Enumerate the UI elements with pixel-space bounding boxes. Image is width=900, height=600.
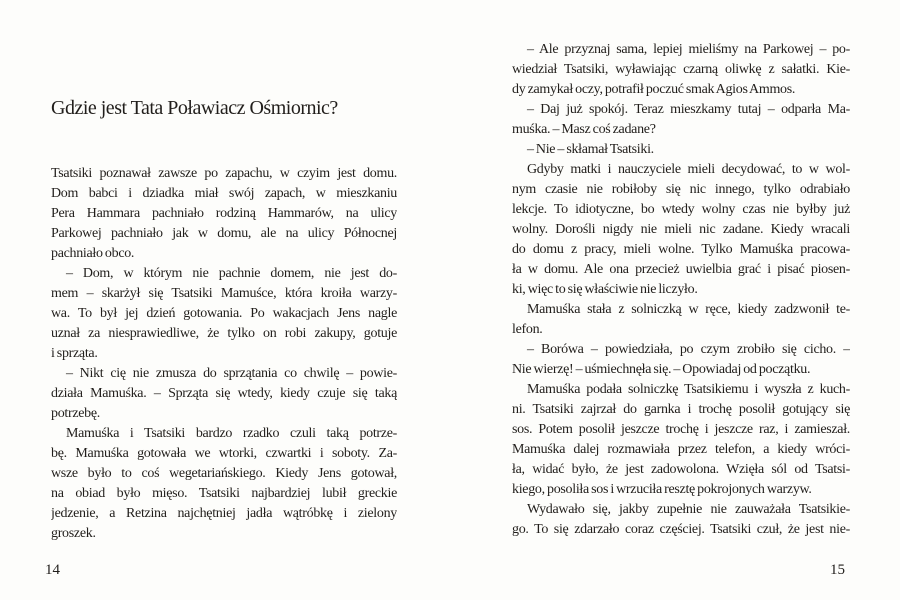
text-line: Pera Hammara pachniało rodziną Hammarów, na ulicy	[51, 206, 397, 221]
text-line: na obiad było mięso. Tsatsiki najbardziej lubił greckie	[51, 486, 397, 501]
text-line: Mamuśka stała z solniczką w ręce, kiedy zadzwonił te-	[527, 302, 850, 317]
text-line: go. To się zdarzało coraz częściej. Tsatsiki czuł, że jest nie-	[512, 522, 850, 537]
text-line: nym czasie nie robiłoby się nic innego, tylko odrabiało	[512, 182, 850, 197]
text-line: Wydawało się, jakby zupełnie nie zauważała Tsatsikie-	[527, 502, 850, 517]
text-line: – Daj już spokój. Teraz mieszkamy tutaj – odparła Ma-	[527, 102, 850, 117]
text-line: lekcje. To idiotyczne, bo wtedy wolny czas nie byłby już	[512, 202, 850, 217]
page-right-body	[512, 40, 850, 540]
text-line: – Nie – skłamał Tsatsiki.	[527, 142, 654, 157]
text-line: – Borówa – powiedziała, po czym zrobiło się cicho. –	[527, 342, 850, 357]
text-line: ła w domu. Ale ona przecież uwielbia grać i pisać piosen-	[512, 262, 850, 277]
text-line: Tsatsiki poznawał zawsze po zapachu, w czyim jest domu.	[51, 166, 397, 181]
text-line: uznał za niesprawiedliwe, że tylko on robi zakupy, gotuje	[51, 326, 397, 341]
text-line: dy zamykał oczy, potrafił poczuć smak Agios Ammos.	[512, 82, 796, 97]
text-line: groszek.	[51, 526, 96, 541]
text-line: lefon.	[512, 322, 543, 337]
text-line: – Ale przyznaj sama, lepiej mieliśmy na Parkowej – po-	[527, 42, 850, 57]
text-line: Mamuśka dalej rozmawiała przez telefon, a kiedy wróci-	[512, 442, 850, 457]
page-right	[512, 0, 850, 600]
text-line: wolny. Dorośli nigdy nie mieli nic zadane. Kiedy wracali	[512, 222, 850, 237]
text-line: Mamuśka podała solniczkę Tsatsikiemu i wyszła z kuch-	[527, 382, 850, 397]
text-line: muśka. – Masz coś zadane?	[512, 122, 656, 137]
text-line: sos. Potem posolił jeszcze trochę i jeszcze raz, i zamieszał.	[512, 422, 850, 437]
text-line: do domu z pracy, mieli wolne. Tylko Mamuśka pracowa-	[512, 242, 850, 257]
text-line: pachniało obco.	[51, 246, 135, 261]
text-line: bę. Mamuśka gotowała we wtorki, czwartki i soboty. Za-	[51, 446, 397, 461]
text-line: wa. To był jej dzień gotowania. Po wakacjach Jens nagle	[51, 306, 397, 321]
text-line: jedzenie, a Retzina najchętniej jadła wątróbkę i zielony	[51, 506, 397, 521]
text-line: potrzebę.	[51, 406, 100, 421]
text-line: – Nikt cię nie zmusza do sprzątania co chwilę – powie-	[66, 366, 397, 381]
text-line: ła, widać było, że jest zadowolona. Wzięła sól od Tsatsi-	[512, 462, 850, 477]
text-line: Nie wierzę! – uśmiechnęła się. – Opowiadaj od początku.	[512, 362, 811, 377]
page-left-body	[51, 164, 397, 544]
text-line: ni. Tsatsiki zajrzał do garnka i trochę posolił gotujący się	[512, 402, 850, 417]
text-line: Dom babci i dziadka miał swój zapach, w mieszkaniu	[51, 186, 397, 201]
text-line: działa Mamuśka. – Sprząta się wtedy, kiedy czuje się taką	[51, 386, 397, 401]
chapter-title: Gdzie jest Tata Poławiacz Ośmiornic?	[51, 97, 338, 119]
text-line: Parkowej pachniało jak w domu, ale na ulicy Północnej	[51, 226, 397, 241]
page-number-right: 15	[830, 562, 845, 578]
text-line: – Dom, w którym nie pachnie domem, nie jest do-	[66, 266, 397, 281]
text-line: ki, więc to się właściwie nie liczyło.	[512, 282, 698, 297]
text-line: wsze było to coś wegetariańskiego. Kiedy Jens gotował,	[51, 466, 397, 481]
page-left	[45, 0, 397, 600]
text-line: Mamuśka i Tsatsiki bardzo rzadko czuli taką potrze-	[66, 426, 397, 441]
text-line: i sprząta.	[51, 346, 98, 361]
text-line: kiego, posoliła sos i wrzuciła resztę pokrojonych warzyw.	[512, 482, 812, 497]
page-number-left: 14	[45, 562, 60, 578]
text-line: wiedział Tsatsiki, wyławiając czarną oliwkę z sałatki. Kie-	[512, 62, 850, 77]
text-line: mem – skarżył się Tsatsiki Mamuśce, która kroiła warzy-	[51, 286, 397, 301]
text-line: Gdyby matki i nauczyciele mieli decydować, to w wol-	[527, 162, 850, 177]
